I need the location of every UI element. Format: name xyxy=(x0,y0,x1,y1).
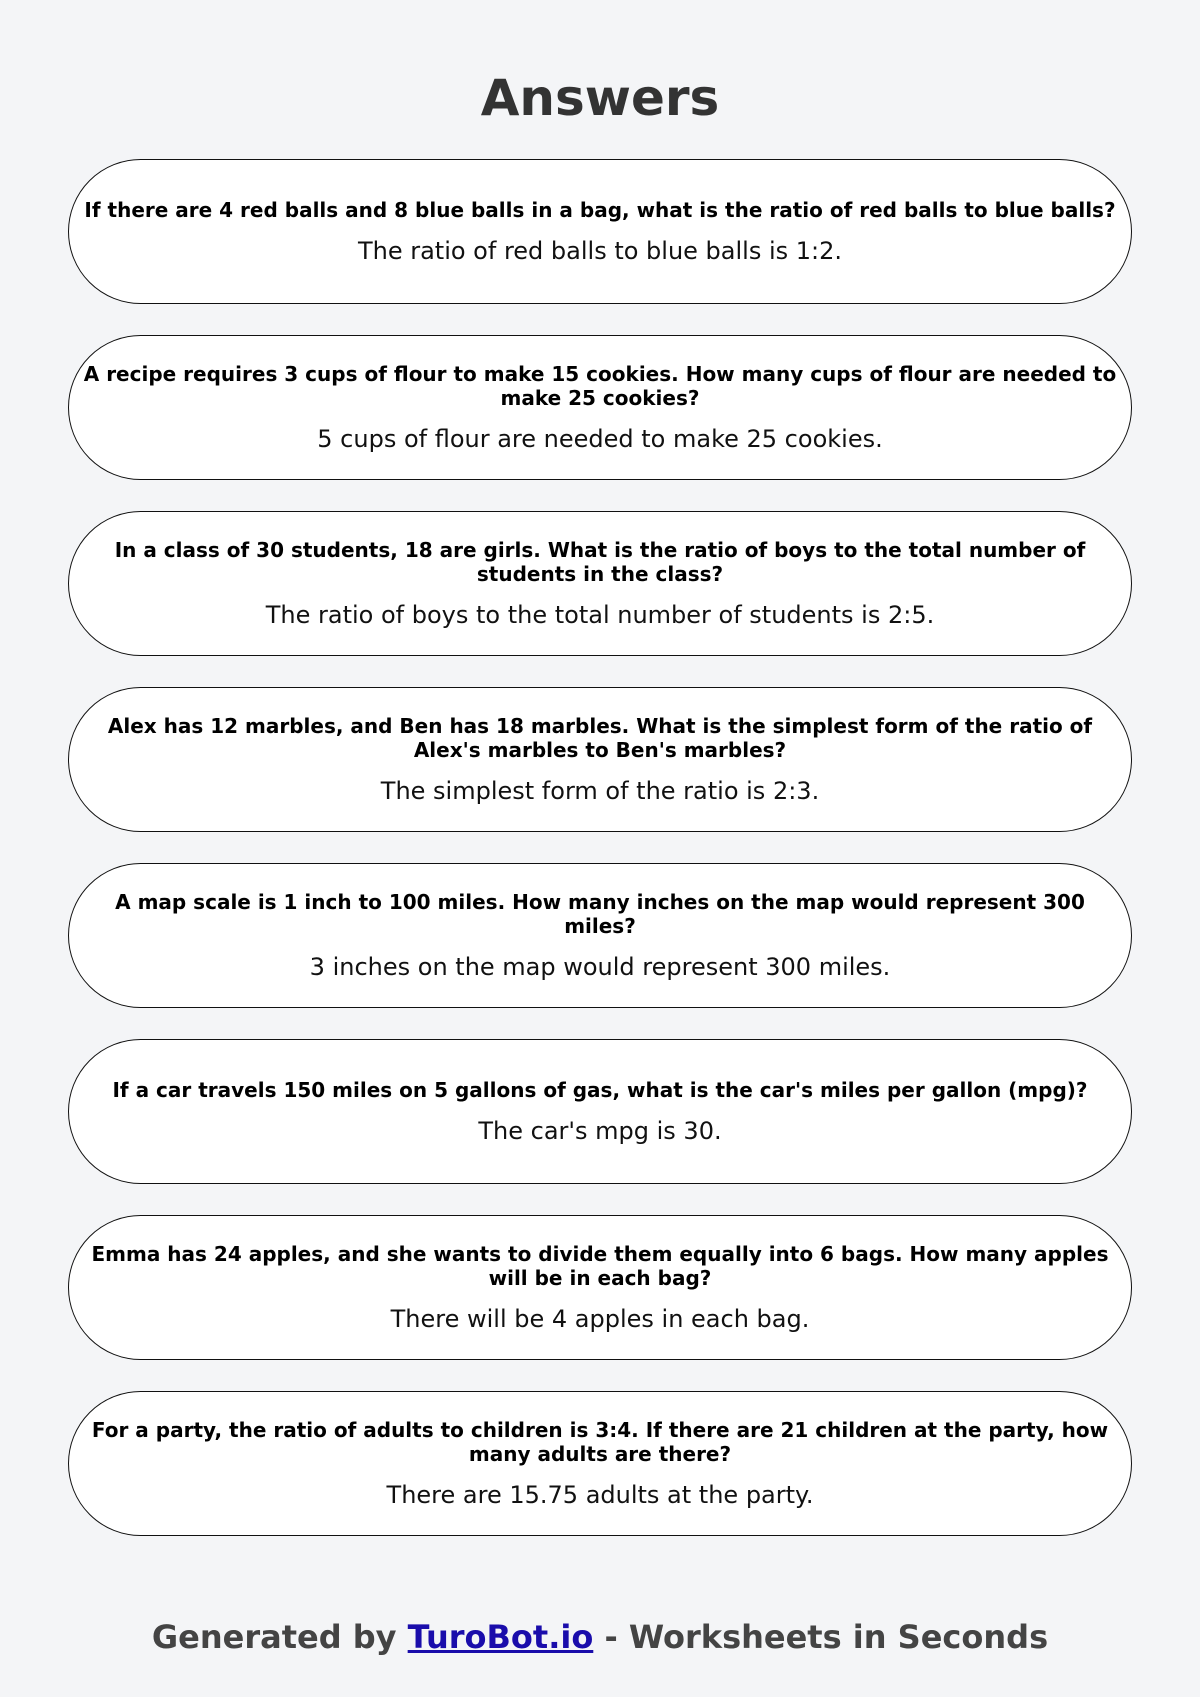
answer-card xyxy=(68,863,1132,1008)
question-text: If there are 4 red balls and 8 blue balls in a bag, what is the ratio of red balls to blue balls? xyxy=(84,197,1116,222)
answer-card xyxy=(68,511,1132,656)
question-text: If a car travels 150 miles on 5 gallons of gas, what is the car's miles per gallon (mpg)? xyxy=(112,1077,1088,1102)
answer-list xyxy=(68,159,1132,1567)
answer-text: There are 15.75 adults at the party. xyxy=(386,1480,814,1509)
answer-card xyxy=(68,1391,1132,1536)
turobot-link[interactable]: TuroBot.io xyxy=(407,1618,594,1656)
question-text: Alex has 12 marbles, and Ben has 18 marbles. What is the simplest form of the ratio of Alex's marbles to Ben's marbles? xyxy=(107,713,1093,762)
answer-text: The ratio of red balls to blue balls is 1:2. xyxy=(357,236,843,265)
answer-card xyxy=(68,159,1132,304)
question-text: For a party, the ratio of adults to children is 3:4. If there are 21 children at the party, how many adults are there? xyxy=(91,1417,1109,1466)
answer-text: 3 inches on the map would represent 300 miles. xyxy=(309,952,891,981)
answer-text: The simplest form of the ratio is 2:3. xyxy=(380,776,820,805)
footer-prefix: Generated by xyxy=(151,1618,408,1656)
question-text: A map scale is 1 inch to 100 miles. How many inches on the map would represent 300 miles? xyxy=(115,889,1085,938)
answer-text: There will be 4 apples in each bag. xyxy=(390,1304,810,1333)
answer-text: The car's mpg is 30. xyxy=(478,1116,722,1145)
page-title: Answers xyxy=(480,69,720,127)
answer-card xyxy=(68,335,1132,480)
answer-card xyxy=(68,1215,1132,1360)
footer xyxy=(0,1617,1200,1657)
answer-card xyxy=(68,687,1132,832)
question-text: Emma has 24 apples, and she wants to divide them equally into 6 bags. How many apples will be in each bag? xyxy=(91,1241,1109,1290)
answer-card xyxy=(68,1039,1132,1184)
question-text: A recipe requires 3 cups of flour to make 15 cookies. How many cups of flour are needed to make 25 cookies? xyxy=(83,361,1117,410)
answer-text: 5 cups of flour are needed to make 25 cookies. xyxy=(317,424,883,453)
answer-text: The ratio of boys to the total number of students is 2:5. xyxy=(265,600,935,629)
question-text: In a class of 30 students, 18 are girls. What is the ratio of boys to the total number of students in the class? xyxy=(114,537,1086,586)
footer-suffix: - Worksheets in Seconds xyxy=(593,1618,1049,1656)
